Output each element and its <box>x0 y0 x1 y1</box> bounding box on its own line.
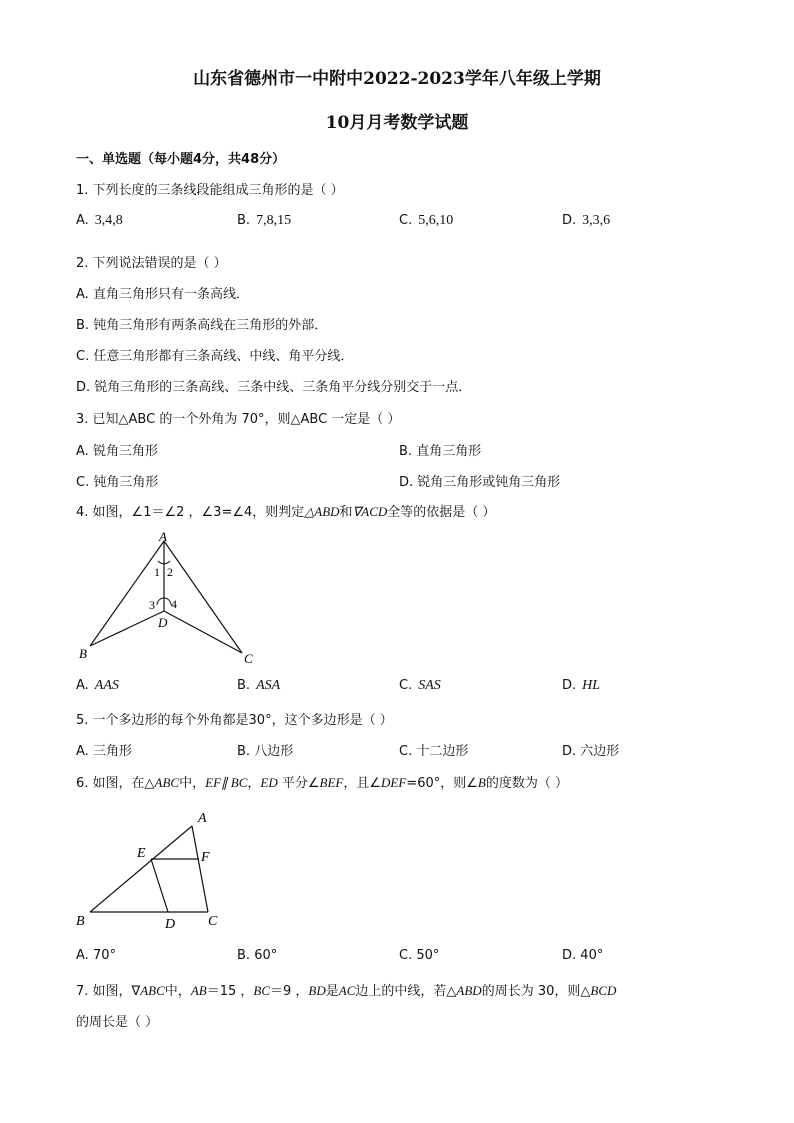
q5-option-c: C. 十二边形 <box>399 744 469 759</box>
q2-option-d: D. 锐角三角形的三条高线、三条中线、三条角平分线分别交于一点． <box>76 380 472 395</box>
segment-ed <box>151 859 168 912</box>
q4-option-d: D. HL <box>562 678 601 693</box>
point-label-e: E <box>137 846 146 861</box>
section-heading: 一、单选题（每小题4分，共48分） <box>76 152 286 167</box>
q2-option-b: B. 钝角三角形有两条高线在三角形的外部． <box>76 318 328 333</box>
question-3-stem: 3. 已知△ABC 的一个外角为 70°，则△ABC 一定是（ ） <box>76 412 401 427</box>
segment-ac <box>192 826 208 912</box>
question-6-stem: 6. 如图，在△ABC中，EF∥ BC，ED 平分∠BEF，且∠DEF=60°，则∠B的度数为（ ） <box>76 775 568 791</box>
point-label-b: B <box>76 914 85 929</box>
q3-option-a: A. 锐角三角形 <box>76 444 158 459</box>
question-1-stem: 1. 下列长度的三条线段能组成三角形的是（ ） <box>76 183 344 198</box>
question-7-stem-continued: 的周长是（ ） <box>76 1015 159 1030</box>
point-label-c: C <box>208 914 218 929</box>
point-label-c: C <box>244 651 253 666</box>
q1-option-a: A. 3,4,8 <box>76 213 123 228</box>
point-label-a: A <box>198 811 207 826</box>
q6-option-b: B. 60° <box>237 948 278 963</box>
q4-option-a: A. AAS <box>76 678 119 693</box>
segment-ab <box>90 541 164 646</box>
q5-option-a: A. 三角形 <box>76 744 132 759</box>
q4-option-c: C. SAS <box>399 678 441 693</box>
q4-option-b: B. ASA <box>237 678 281 693</box>
point-label-b: B <box>79 646 87 661</box>
segment-ab <box>90 826 192 912</box>
q1-option-c: C. 5,6,10 <box>399 213 454 228</box>
question-4-stem: 4. 如图，∠1＝∠2 ，∠3=∠4，则判定△ABD和∇ACD全等的依据是（ ） <box>76 504 496 520</box>
q6-option-c: C. 50° <box>399 948 440 963</box>
angle-label-3: 3 <box>149 598 155 612</box>
angle-label-4: 4 <box>171 597 177 611</box>
q6-option-d: D. 40° <box>562 948 604 963</box>
q5-option-d: D. 六边形 <box>562 744 620 759</box>
q6-option-a: A. 70° <box>76 948 116 963</box>
q2-option-c: C. 任意三角形都有三条高线、中线、角平分线． <box>76 349 354 364</box>
document-title-line1: 山东省德州市一中附中2022-2023学年八年级上学期 <box>193 69 601 89</box>
point-label-d: D <box>165 917 176 932</box>
q3-option-b: B. 直角三角形 <box>399 444 482 459</box>
angle-label-2: 2 <box>167 565 173 579</box>
question-5-stem: 5. 一个多边形的每个外角都是30°，这个多边形是（ ） <box>76 713 393 728</box>
q5-option-b: B. 八边形 <box>237 744 294 759</box>
q1-option-b: B. 7,8,15 <box>237 213 292 228</box>
q3-option-d: D. 锐角三角形或钝角三角形 <box>399 475 561 490</box>
point-label-d: D <box>158 615 168 630</box>
angle-label-1: 1 <box>154 565 160 579</box>
question-2-stem: 2. 下列说法错误的是（ ） <box>76 256 227 271</box>
q6-figure <box>70 806 240 936</box>
document-title-line2: 10月月考数学试题 <box>325 113 469 133</box>
point-label-a: A <box>159 529 167 544</box>
q2-option-a: A. 直角三角形只有一条高线． <box>76 287 249 302</box>
segment-cd <box>164 611 242 653</box>
q3-option-c: C. 钝角三角形 <box>76 475 159 490</box>
q1-option-d: D. 3,3,6 <box>562 213 611 228</box>
point-label-f: F <box>201 850 210 865</box>
q4-figure <box>70 528 270 670</box>
segment-bd <box>90 611 164 646</box>
question-7-stem: 7. 如图，∇ABC中，AB＝15 ，BC＝9 ，BD是AC边上的中线，若△ABD的周长为 30，则△BCD <box>76 983 617 999</box>
